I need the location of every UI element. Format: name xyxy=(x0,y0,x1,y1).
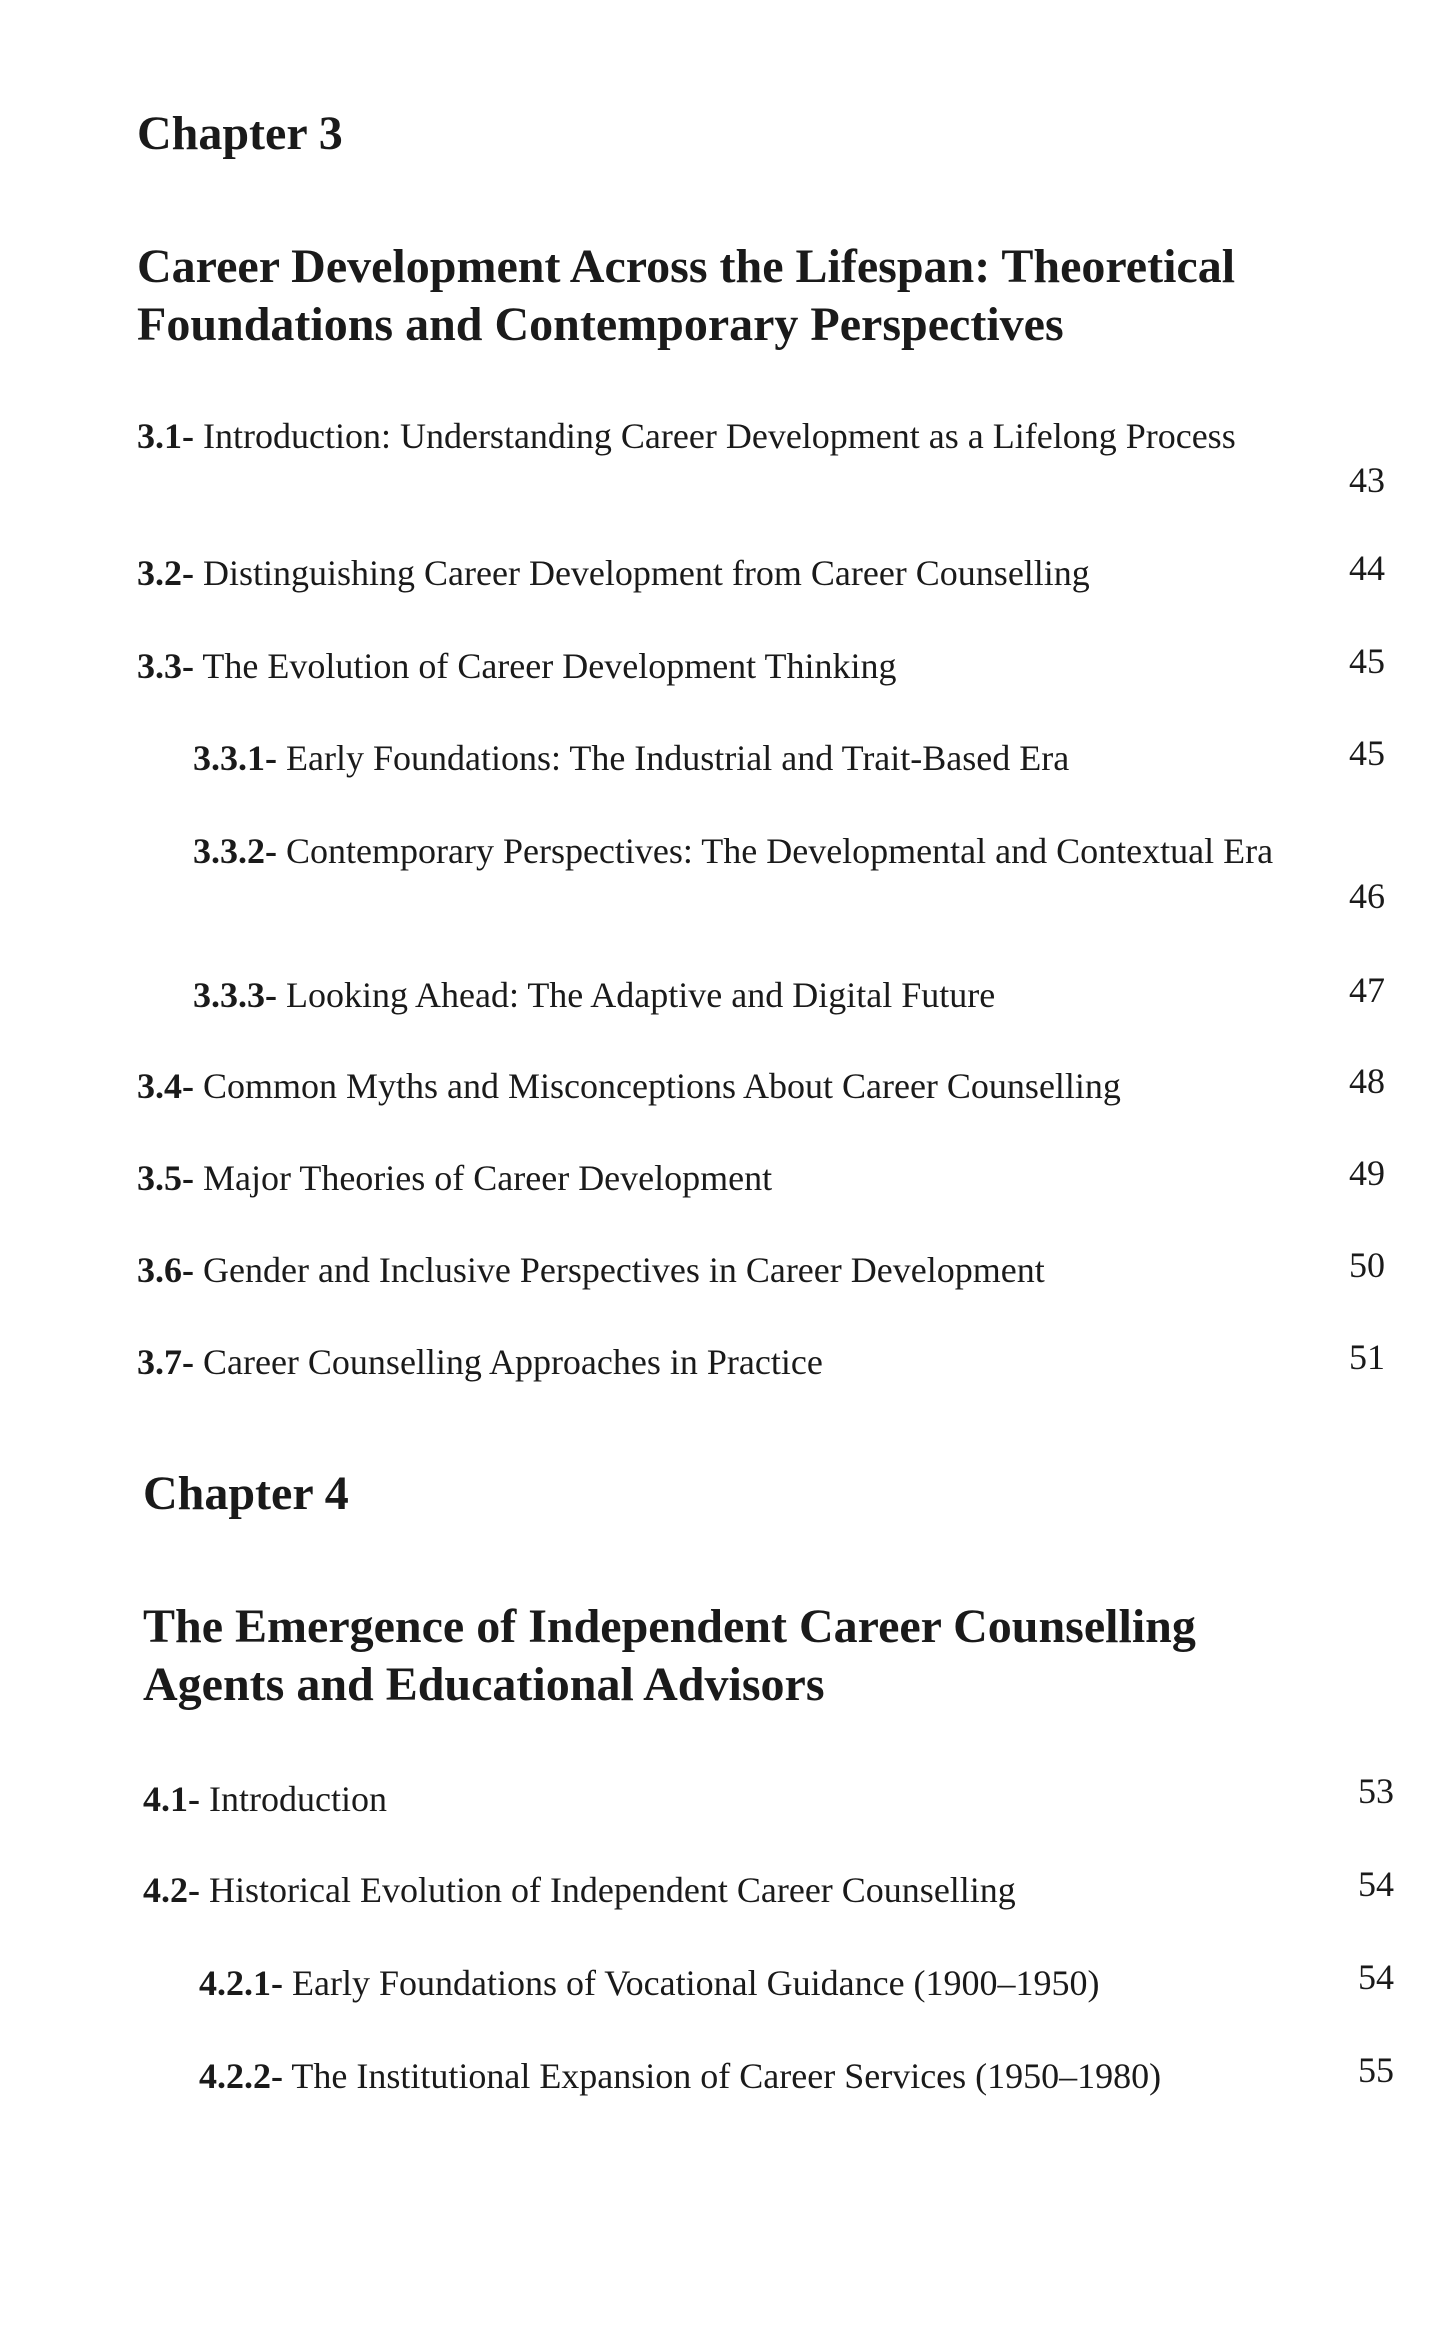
toc-entry-text: The Institutional Expansion of Career Services (1950–1980) xyxy=(291,2056,1162,2096)
toc-entry-number: 3.3.3- xyxy=(193,975,277,1015)
toc-page-number: 45 xyxy=(1349,641,1385,681)
toc-entry-text: The Evolution of Career Development Thinking xyxy=(202,646,897,686)
toc-entry-3-5[interactable] xyxy=(137,1155,772,1201)
chapter-3-title-line-1: Career Development Across the Lifespan: Theoretical xyxy=(137,240,1236,293)
toc-page-number: 53 xyxy=(1358,1771,1394,1811)
toc-entry-number: 3.7- xyxy=(137,1342,194,1382)
toc-page-number: 54 xyxy=(1358,1957,1394,1997)
chapter-4-title-line-2: Agents and Educational Advisors xyxy=(143,1658,825,1711)
toc-entry-number: 3.3- xyxy=(137,646,194,686)
toc-entry-text: Early Foundations of Vocational Guidance (1900–1950) xyxy=(292,1963,1100,2003)
chapter-3-title-line-2: Foundations and Contemporary Perspectives xyxy=(137,298,1064,351)
toc-entry-3-7[interactable] xyxy=(137,1339,823,1385)
toc-entry-3-4[interactable] xyxy=(137,1063,1121,1109)
toc-entry-number: 3.1- xyxy=(137,416,194,456)
toc-entry-text: Contemporary Perspectives: The Developmental and Contextual Era xyxy=(286,831,1274,871)
toc-entry-number: 3.4- xyxy=(137,1066,194,1106)
toc-page-number: 54 xyxy=(1358,1864,1394,1904)
toc-entry-4-1[interactable] xyxy=(143,1776,387,1822)
toc-entry-3-3[interactable] xyxy=(137,643,897,689)
toc-entry-text: Looking Ahead: The Adaptive and Digital Future xyxy=(286,975,996,1015)
toc-entry-number: 4.2- xyxy=(143,1870,200,1910)
toc-entry-number: 4.2.1- xyxy=(199,1963,283,2003)
toc-entry-text: Introduction xyxy=(209,1779,387,1819)
chapter-4-title-line-1: The Emergence of Independent Career Counselling xyxy=(143,1600,1196,1653)
toc-entry-3-3-1[interactable] xyxy=(193,735,1069,781)
toc-entry-text: Distinguishing Career Development from Career Counselling xyxy=(203,553,1090,593)
chapter-3-label: Chapter 3 xyxy=(137,107,343,160)
toc-entry-3-1[interactable] xyxy=(137,413,1236,459)
toc-page-number: 45 xyxy=(1349,733,1385,773)
toc-page-number: 43 xyxy=(1349,460,1385,500)
toc-entry-text: Gender and Inclusive Perspectives in Career Development xyxy=(203,1250,1045,1290)
toc-entry-number: 3.3.2- xyxy=(193,831,277,871)
toc-entry-text: Introduction: Understanding Career Development as a Lifelong Process xyxy=(203,416,1236,456)
toc-page-number: 47 xyxy=(1349,970,1385,1010)
toc-entry-4-2-1[interactable] xyxy=(199,1960,1100,2006)
toc-entry-3-2[interactable] xyxy=(137,550,1090,596)
toc-entry-text: Major Theories of Career Development xyxy=(203,1158,773,1198)
toc-entry-number: 3.5- xyxy=(137,1158,194,1198)
toc-page-number: 44 xyxy=(1349,548,1385,588)
toc-entry-number: 4.1- xyxy=(143,1779,200,1819)
chapter-4-label: Chapter 4 xyxy=(143,1467,349,1520)
toc-entry-text: Common Myths and Misconceptions About Career Counselling xyxy=(203,1066,1121,1106)
toc-entry-text: Career Counselling Approaches in Practice xyxy=(203,1342,823,1382)
toc-entry-number: 4.2.2- xyxy=(199,2056,283,2096)
toc-entry-4-2[interactable] xyxy=(143,1867,1016,1913)
toc-page-number: 48 xyxy=(1349,1061,1385,1101)
toc-page-number: 55 xyxy=(1358,2050,1394,2090)
toc-entry-3-6[interactable] xyxy=(137,1247,1045,1293)
toc-entry-4-2-2[interactable] xyxy=(199,2053,1161,2099)
toc-entry-text: Historical Evolution of Independent Career Counselling xyxy=(209,1870,1016,1910)
toc-entry-number: 3.6- xyxy=(137,1250,194,1290)
toc-page-number: 51 xyxy=(1349,1337,1385,1377)
toc-page-number: 50 xyxy=(1349,1245,1385,1285)
toc-entry-number: 3.2- xyxy=(137,553,194,593)
toc-page-number: 46 xyxy=(1349,876,1385,916)
toc-entry-3-3-3[interactable] xyxy=(193,972,995,1018)
toc-entry-text: Early Foundations: The Industrial and Trait-Based Era xyxy=(286,738,1070,778)
toc-entry-number: 3.3.1- xyxy=(193,738,277,778)
toc-entry-3-3-2[interactable] xyxy=(193,828,1273,874)
toc-page-number: 49 xyxy=(1349,1153,1385,1193)
